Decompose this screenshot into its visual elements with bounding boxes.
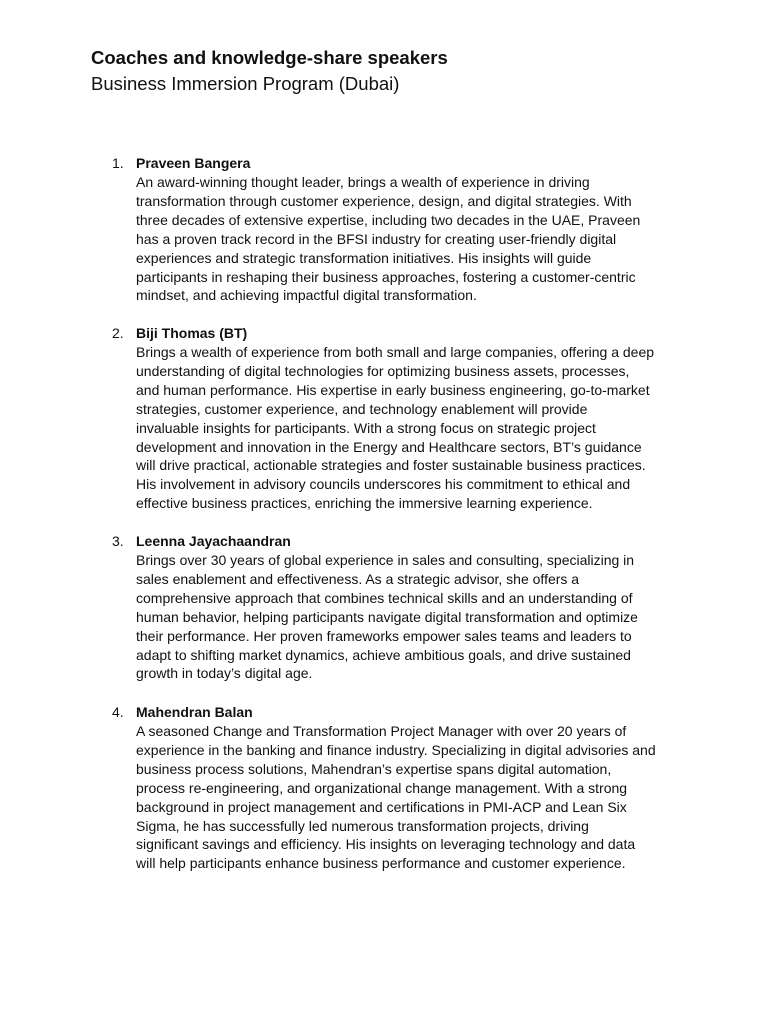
bio-line: significant savings and efficiency. His insights on leveraging technology and data (136, 836, 636, 853)
bio-line: Brings over 30 years of global experience in sales and consulting, specializing in (136, 552, 635, 568)
bio-line: background in project management and certifications in PMI-ACP and Lean Six (136, 798, 627, 815)
bio-line: Brings a wealth of experience from both small and large companies, offering a deep (136, 344, 655, 360)
bio-line: mindset, and achieving impactful digital transformation. (136, 287, 477, 304)
bio-line: His involvement in advisory councils underscores his commitment to ethical and (136, 476, 631, 493)
bio-line: participants in reshaping their business approaches, fostering a customer-centric (136, 268, 636, 285)
bio-line: invaluable insights for participants. With a strong focus on strategic project (136, 419, 596, 436)
bio-line: has a proven track record in the BFSI industry for creating user-friendly digital (136, 230, 617, 247)
bio-line: comprehensive approach that combines technical skills and an understanding of (136, 589, 633, 606)
speaker-name: Mahendran Balan (136, 704, 253, 720)
speaker-number: 2. (112, 325, 124, 341)
page-subtitle: Business Immersion Program (Dubai) (91, 73, 400, 94)
bio-line: experience in the banking and finance industry. Specializing in digital advisories and (136, 741, 656, 758)
bio-line: An award-winning thought leader, brings a wealth of experience in driving (136, 174, 590, 190)
bio-line: development and innovation in the Energy and Healthcare sectors, BT’s guidance (136, 438, 642, 455)
bio-line: business process solutions, Mahendran’s expertise spans digital automation, (136, 760, 612, 777)
bio-line: adapt to shifting market dynamics, achieve ambitious goals, and drive sustained (136, 646, 631, 663)
page-title: Coaches and knowledge-share speakers (91, 47, 448, 68)
bio-line: strategies, customer experience, and technology enablement will provide (136, 400, 588, 417)
speaker-number: 1. (112, 155, 124, 171)
bio-line: transformation through customer experience, design, and digital strategies. With (136, 192, 632, 209)
bio-line: experiences and strategic transformation initiatives. His insights will guide (136, 249, 592, 266)
bio-line: three decades of extensive expertise, including two decades in the UAE, Praveen (136, 211, 641, 228)
bio-line: growth in today’s digital age. (136, 665, 313, 682)
bio-line: will drive practical, actionable strategies and foster sustainable business practices. (136, 457, 646, 474)
bio-line: A seasoned Change and Transformation Project Manager with over 20 years of (136, 723, 627, 739)
speaker-bio (136, 722, 684, 873)
bio-line: effective business practices, enriching the immersive learning experience. (136, 495, 593, 512)
bio-line: process re-engineering, and organizational change management. With a strong (136, 779, 628, 796)
speaker-number: 3. (112, 533, 124, 549)
speaker-number: 4. (112, 704, 124, 720)
bio-line: Sigma, he has successfully led numerous transformation projects, driving (136, 817, 589, 834)
speaker-bio (136, 551, 684, 683)
bio-line: human behavior, helping participants navigate digital transformation and optimize (136, 608, 638, 625)
speaker-name: Biji Thomas (BT) (136, 325, 248, 341)
bio-line: will help participants enhance business performance and customer experience. (136, 855, 626, 872)
speaker-bio (136, 343, 684, 513)
speaker-name: Leenna Jayachaandran (136, 533, 291, 549)
speaker-bio (136, 173, 684, 305)
bio-line: their performance. Her proven frameworks empower sales teams and leaders to (136, 627, 632, 644)
speaker-name: Praveen Bangera (136, 155, 251, 171)
bio-line: and human performance. His expertise in early business engineering, go-to-market (136, 381, 650, 398)
bio-line: sales enablement and effectiveness. As a strategic advisor, she offers a (136, 570, 580, 587)
bio-line: understanding of digital technologies for optimizing business assets, processes, (136, 362, 630, 379)
